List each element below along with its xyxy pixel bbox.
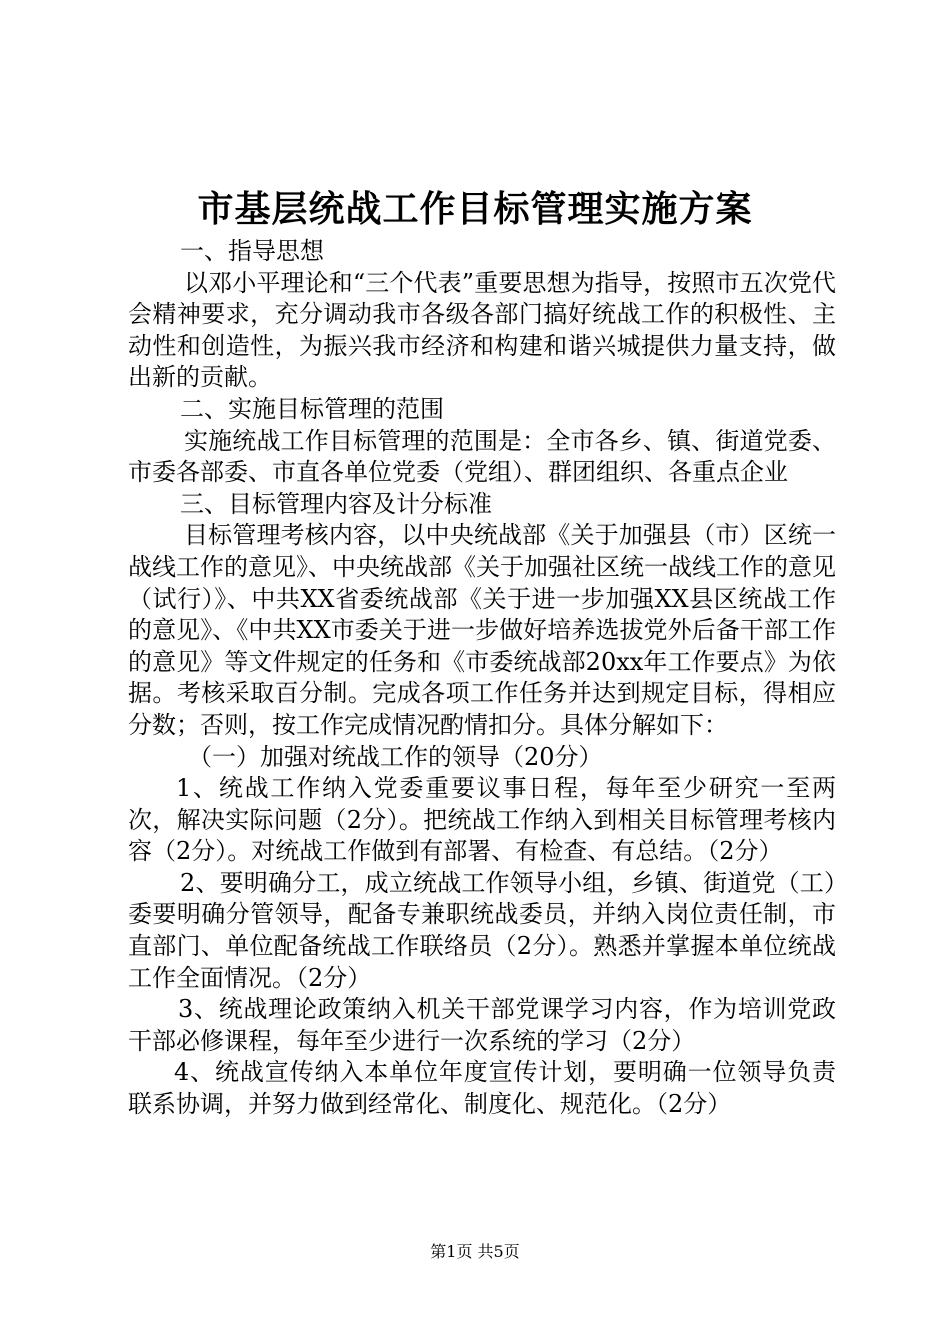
- section-heading-2: 二、实施目标管理的范围: [180, 394, 444, 423]
- section-heading-1: 一、指导思想: [180, 237, 324, 265]
- section-paragraph-1: 以邓小平理论和“三个代表”重要思想为指导，按照市五次党代会精神要求，充分调动我市各级各部门搞好统战工作的积极性、主动性和创造性，为振兴我市经济和构建和谐兴城提供力量支持，做出新的贡献。: [128, 268, 836, 392]
- page-footer: 第1页 共5页: [430, 1242, 520, 1261]
- list-item: 3、统战理论政策纳入机关干部党课学习内容，作为培训党政干部必修课程，每年至少进行一次系统的学习（2分）: [128, 995, 836, 1055]
- section-paragraph-3: 目标管理考核内容，以中央统战部《关于加强县（市）区统一战线工作的意见》、中央统战部《关于加强社区统一战线工作的意见（试行）》、中共XX省委统战部《关于进一步加强XX县区统战工作的意见》、《中共XX市委关于进一步做好培养选拔党外后备干部工作的意见》等文件规定的任务和《市委统战部20xx年工作要点》为依据。考核采取百分制。完成各项工作任务并达到规定目标，得相应分数；否则，按工作完成情况酌情扣分。具体分解如下：: [128, 521, 836, 739]
- section-paragraph-2: 实施统战工作目标管理的范围是：全市各乡、镇、街道党委、市委各部委、市直各单位党委（党组）、群团组织、各重点企业: [128, 426, 836, 487]
- section-heading-3: 三、目标管理内容及计分标准: [180, 489, 492, 518]
- list-item: 2、要明确分工，成立统战工作领导小组，乡镇、街道党（工）委要明确分管领导，配备专兼职统战委员，并纳入岗位责任制，市直部门、单位配备统战工作联络员（2分）。熟悉并掌握本单位统战工作全面情况。（2分）: [128, 868, 836, 992]
- subsection-heading: （一）加强对统战工作的领导（20分）: [188, 742, 603, 771]
- page-title: 市基层统战工作目标管理实施方案: [197, 188, 753, 230]
- document-body: [128, 236, 836, 1121]
- list-item: 4、统战宣传纳入本单位年度宣传计划，要明确一位领导负责联系协调，并努力做到经常化、制度化、规范化。（2分）: [128, 1058, 836, 1119]
- list-item: 1、统战工作纳入党委重要议事日程，每年至少研究一至两次，解决实际问题（2分）。把统战工作纳入到相关目标管理考核内容（2分）。对统战工作做到有部署、有检查、有总结。（2分）: [128, 774, 836, 866]
